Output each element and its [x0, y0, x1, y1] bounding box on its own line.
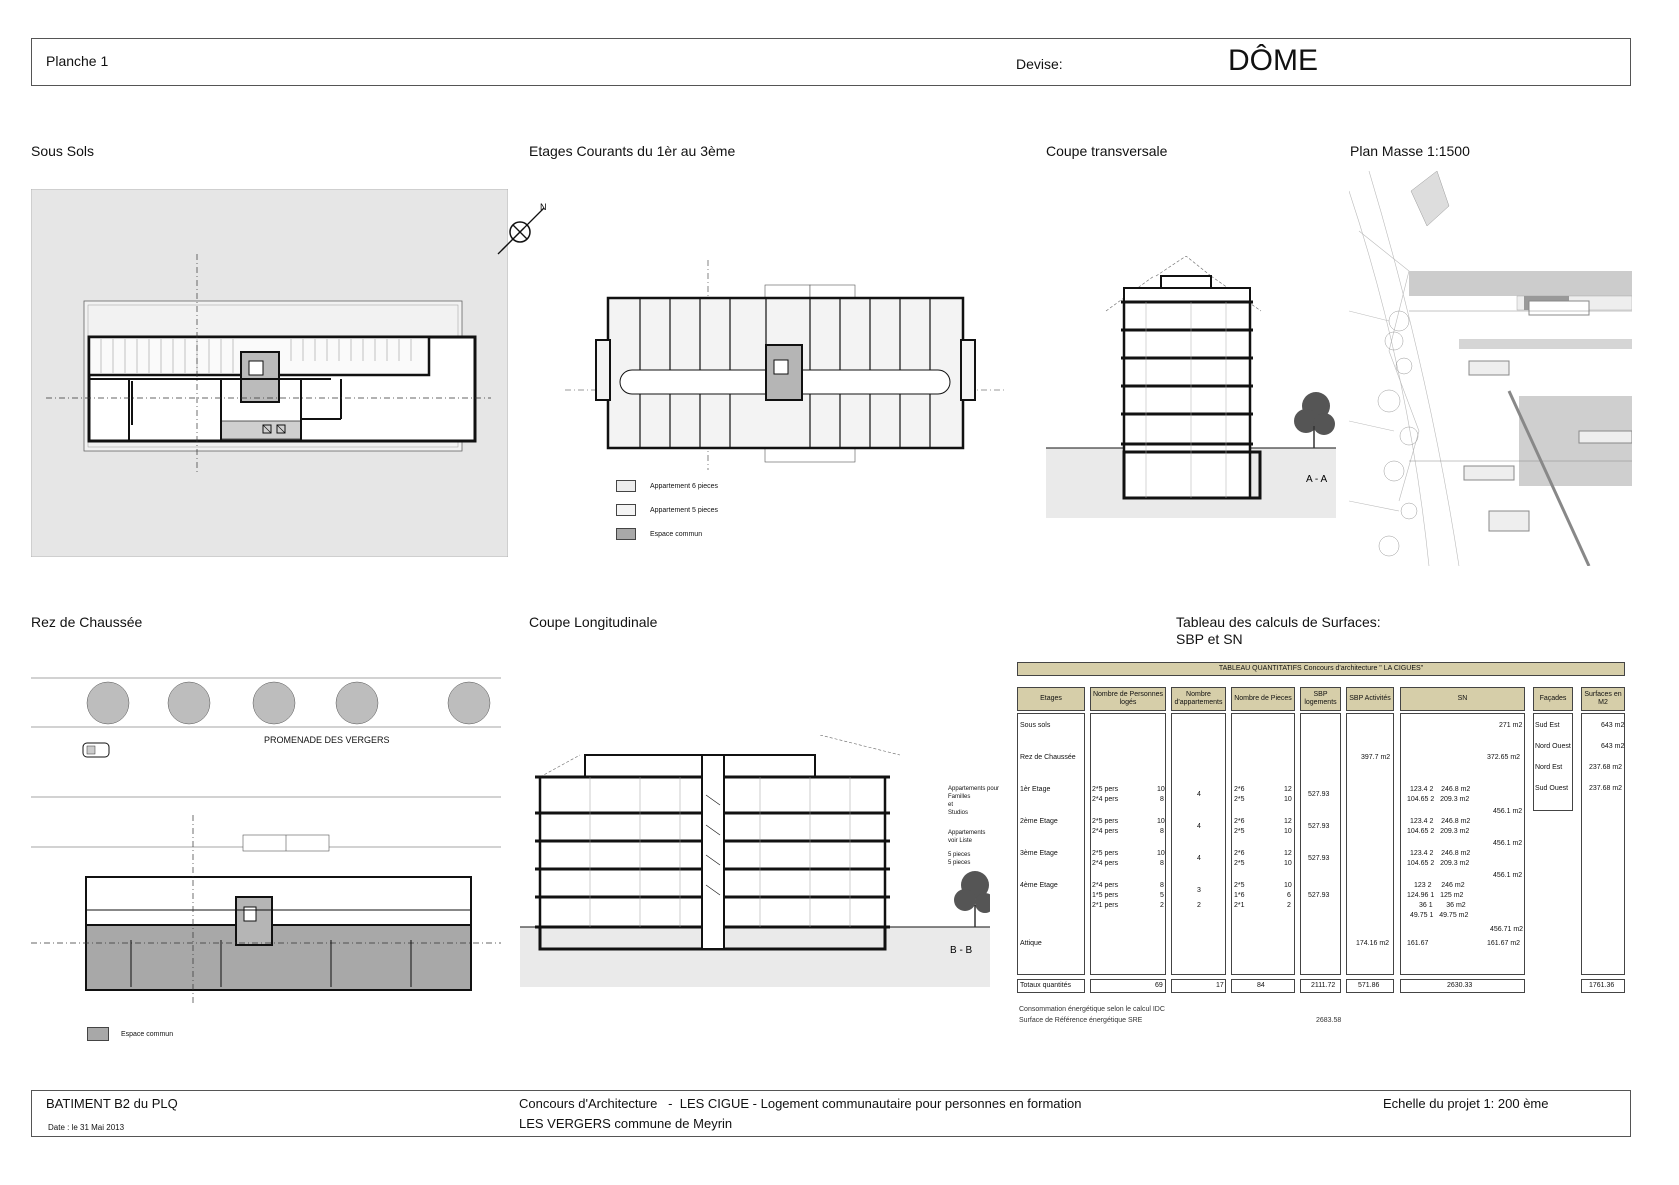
- sn-left: 161.67: [1407, 940, 1429, 947]
- col-appartements: [1171, 713, 1226, 975]
- note-sre-value: 2683.58: [1316, 1017, 1342, 1024]
- legend-item: [616, 480, 718, 504]
- pers-line: 2*4 pers: [1092, 860, 1119, 867]
- sn-line: 123.4 2 246.8 m2: [1410, 818, 1471, 825]
- sous-sols-plan: [31, 189, 508, 557]
- pieces-count: 10: [1284, 796, 1292, 803]
- sn-line: 104.65 2 209.3 m2: [1407, 860, 1470, 867]
- sbp-act-value: 397.7 m2: [1361, 754, 1391, 761]
- appart-count: 4: [1197, 791, 1201, 798]
- pers-line: 2*4 pers: [1092, 882, 1119, 889]
- legend-swatch-commun-rez: [87, 1027, 109, 1041]
- note-line: 5 pieces: [948, 852, 971, 858]
- legend-label: Espace commun: [649, 530, 703, 538]
- total-appart: 17: [1216, 982, 1224, 989]
- header-frame: [31, 38, 1631, 86]
- note-line: Appartements pour: [948, 786, 1000, 792]
- sn-line: 36 1 36 m2: [1419, 902, 1466, 909]
- note-conso: Consommation énergétique selon le calcul IDC: [1019, 1006, 1165, 1013]
- facade-value: 643 m2: [1601, 722, 1625, 729]
- pieces-line: 2*5: [1234, 796, 1245, 803]
- total-pers: 69: [1155, 982, 1163, 989]
- legend-label: Espace commun: [120, 1030, 174, 1038]
- row-etage: 1èr Etage: [1020, 786, 1051, 793]
- pieces-count: 12: [1284, 850, 1292, 857]
- pers-line: 2*4 pers: [1092, 828, 1119, 835]
- total-sbp-log: 2111.72: [1311, 982, 1336, 989]
- pieces-count: 2: [1287, 902, 1291, 909]
- col-pieces: [1231, 713, 1295, 975]
- promenade-label: PROMENADE DES VERGERS: [264, 735, 390, 745]
- pieces-line: 2*6: [1234, 850, 1245, 857]
- header-surfaces: Surfaces en M2: [1581, 687, 1625, 711]
- pieces-count: 6: [1287, 892, 1291, 899]
- col-sbp-log: [1300, 713, 1341, 975]
- row-etage: Sous sols: [1020, 722, 1051, 729]
- sbp-log-value: 527.93: [1308, 791, 1330, 798]
- col-surfaces: [1581, 713, 1625, 975]
- pieces-count: 10: [1284, 828, 1292, 835]
- legend-label: Appartement 6 pieces: [649, 482, 719, 490]
- header-pieces: Nombre de Pieces: [1231, 687, 1295, 711]
- title-etages: Etages Courants du 1èr au 3ème: [529, 143, 736, 159]
- row-etage: 3ème Etage: [1020, 850, 1058, 857]
- facade-name: Sud Est: [1535, 722, 1560, 729]
- legend-item: [616, 504, 718, 528]
- pers-count: 10: [1157, 786, 1165, 793]
- title-sous-sols: Sous Sols: [31, 143, 95, 159]
- sn-line: 104.65 2 209.3 m2: [1407, 796, 1470, 803]
- table-title: TABLEAU QUANTITATIFS Concours d'architecture " LA CIGUES": [1017, 662, 1625, 676]
- sn-total: 271 m2: [1499, 722, 1523, 729]
- legend-item: [616, 528, 718, 552]
- appart-count: 4: [1197, 823, 1201, 830]
- sn-total: 456.1 m2: [1493, 872, 1523, 879]
- pieces-line: 2*5: [1234, 882, 1245, 889]
- legend-rez: [87, 1027, 173, 1041]
- coupe-longitudinale: [520, 735, 990, 987]
- facade-name: Nord Est: [1535, 764, 1563, 771]
- row-etage: Attique: [1020, 940, 1042, 947]
- col-sbp-act: [1346, 713, 1394, 975]
- note-line: Studios: [948, 810, 969, 816]
- devise-label: Devise:: [1016, 56, 1063, 72]
- pieces-line: 2*1: [1234, 902, 1245, 909]
- devise-value: DÔME: [1228, 44, 1318, 77]
- header-etages: Etages: [1017, 687, 1085, 711]
- legend-label: Appartement 5 pieces: [649, 506, 719, 514]
- legend-swatch-commun: [616, 528, 636, 540]
- facade-value: 237.68 m2: [1589, 785, 1623, 792]
- pers-count: 8: [1160, 796, 1164, 803]
- facade-value: 237.68 m2: [1589, 764, 1623, 771]
- pers-count: 8: [1160, 860, 1164, 867]
- header-sbp-log: SBP logements: [1300, 687, 1341, 711]
- pers-line: 2*5 pers: [1092, 850, 1119, 857]
- sn-line: 104.65 2 209.3 m2: [1407, 828, 1470, 835]
- note-line: 5 pieces: [948, 860, 971, 866]
- plan-masse: [1349, 171, 1632, 566]
- rez-plan: [31, 675, 506, 1045]
- sn-total: 456.71 m2: [1490, 926, 1524, 933]
- title-rez: Rez de Chaussée: [31, 614, 143, 630]
- pieces-line: 2*5: [1234, 860, 1245, 867]
- title-plan-masse: Plan Masse 1:1500: [1350, 143, 1470, 159]
- note-line: voir Liste: [948, 838, 973, 844]
- pieces-line: 2*6: [1234, 786, 1245, 793]
- legend-swatch-6pieces: [616, 480, 636, 492]
- row-etage: 2ème Etage: [1020, 818, 1058, 825]
- sn-total: 456.1 m2: [1493, 840, 1523, 847]
- total-pieces: 84: [1257, 982, 1265, 989]
- total-sn: 2630.33: [1447, 982, 1473, 989]
- etages-plan: [560, 260, 1010, 470]
- sn-total: 456.1 m2: [1493, 808, 1523, 815]
- sbp-act-value: 174.16 m2: [1356, 940, 1390, 947]
- footer-batiment: BATIMENT B2 du PLQ: [46, 1096, 178, 1111]
- header-personnes: Nombre de Personnes logés: [1090, 687, 1166, 711]
- footer-echelle: Echelle du projet 1: 200 ème: [1383, 1096, 1549, 1111]
- planche-label: Planche 1: [46, 53, 109, 69]
- title-coupe-transversale: Coupe transversale: [1046, 143, 1168, 159]
- pers-count: 2: [1160, 902, 1164, 909]
- sn-line: 123.4 2 246.8 m2: [1410, 786, 1471, 793]
- row-etage: Rez de Chaussée: [1020, 754, 1076, 761]
- total-surfaces: 1761.36: [1589, 982, 1615, 989]
- coupe-long-notes: [948, 785, 999, 867]
- facade-name: Sud Ouest: [1535, 785, 1569, 792]
- sn-line: 123 2 246 m2: [1414, 882, 1465, 889]
- total-sbp-act: 571.86: [1358, 982, 1380, 989]
- coupe-aa-label: A - A: [1306, 474, 1328, 485]
- sbp-log-value: 527.93: [1308, 823, 1330, 830]
- pers-count: 8: [1160, 828, 1164, 835]
- footer-concours-2: LES VERGERS commune de Meyrin: [519, 1116, 733, 1131]
- sn-line: 124.96 1 125 m2: [1407, 892, 1464, 899]
- sbp-log-value: 527.93: [1308, 855, 1330, 862]
- header-appartements: Nombre d'appartements: [1171, 687, 1226, 711]
- coupe-transversale: [1046, 256, 1336, 518]
- pieces-line: 1*6: [1234, 892, 1245, 899]
- pieces-count: 10: [1284, 860, 1292, 867]
- legend-swatch-5pieces: [616, 504, 636, 516]
- col-personnes: [1090, 713, 1166, 975]
- sn-line: 123.4 2 246.8 m2: [1410, 850, 1471, 857]
- pieces-count: 12: [1284, 786, 1292, 793]
- pers-line: 2*4 pers: [1092, 796, 1119, 803]
- appart-count: 2: [1197, 902, 1201, 909]
- note-sre: Surface de Référence énergétique SRE: [1019, 1017, 1143, 1024]
- title-tableau-1: Tableau des calculs de Surfaces:: [1176, 614, 1381, 630]
- header-sn: SN: [1400, 687, 1525, 711]
- svg-text:N: N: [540, 202, 547, 212]
- pers-line: 1*5 pers: [1092, 892, 1119, 899]
- row-etage: 4ème Etage: [1020, 882, 1058, 889]
- col-etages: [1017, 713, 1085, 975]
- pers-count: 8: [1160, 882, 1164, 889]
- sn-line: 49.75 1 49.75 m2: [1410, 912, 1469, 919]
- title-tableau-2: SBP et SN: [1176, 631, 1243, 647]
- pers-line: 2*5 pers: [1092, 818, 1119, 825]
- appart-count: 4: [1197, 855, 1201, 862]
- sn-total: 372.65 m2: [1487, 754, 1521, 761]
- pers-count: 10: [1157, 818, 1165, 825]
- coupe-bb-label: B - B: [950, 945, 973, 956]
- pers-count: 5: [1160, 892, 1164, 899]
- facade-value: 643 m2: [1601, 743, 1625, 750]
- pers-line: 2*5 pers: [1092, 786, 1119, 793]
- pieces-line: 2*5: [1234, 828, 1245, 835]
- pieces-count: 10: [1284, 882, 1292, 889]
- footer-date: Date : le 31 Mai 2013: [48, 1123, 125, 1132]
- total-label: Totaux quantités: [1020, 982, 1071, 989]
- pers-line: 2*1 pers: [1092, 902, 1119, 909]
- pieces-count: 12: [1284, 818, 1292, 825]
- surfaces-table: [1017, 660, 1629, 1030]
- sn-total: 161.67 m2: [1487, 940, 1521, 947]
- note-line: Familles: [948, 794, 971, 800]
- title-coupe-longitudinale: Coupe Longitudinale: [529, 614, 658, 630]
- footer-concours-1: Concours d'Architecture - LES CIGUE - Logement communautaire pour personnes en formation: [519, 1096, 1082, 1111]
- header-sbp-act: SBP Activités: [1346, 687, 1394, 711]
- pers-count: 10: [1157, 850, 1165, 857]
- appart-count: 3: [1197, 887, 1201, 894]
- facade-name: Nord Ouest: [1535, 743, 1571, 750]
- north-arrow-icon: [494, 198, 554, 258]
- note-line: et: [948, 802, 954, 808]
- sbp-log-value: 527.93: [1308, 892, 1330, 899]
- pieces-line: 2*6: [1234, 818, 1245, 825]
- legend-etages: [616, 480, 718, 552]
- header-facades: Façades: [1533, 687, 1573, 711]
- note-line: Appartements: [948, 830, 986, 836]
